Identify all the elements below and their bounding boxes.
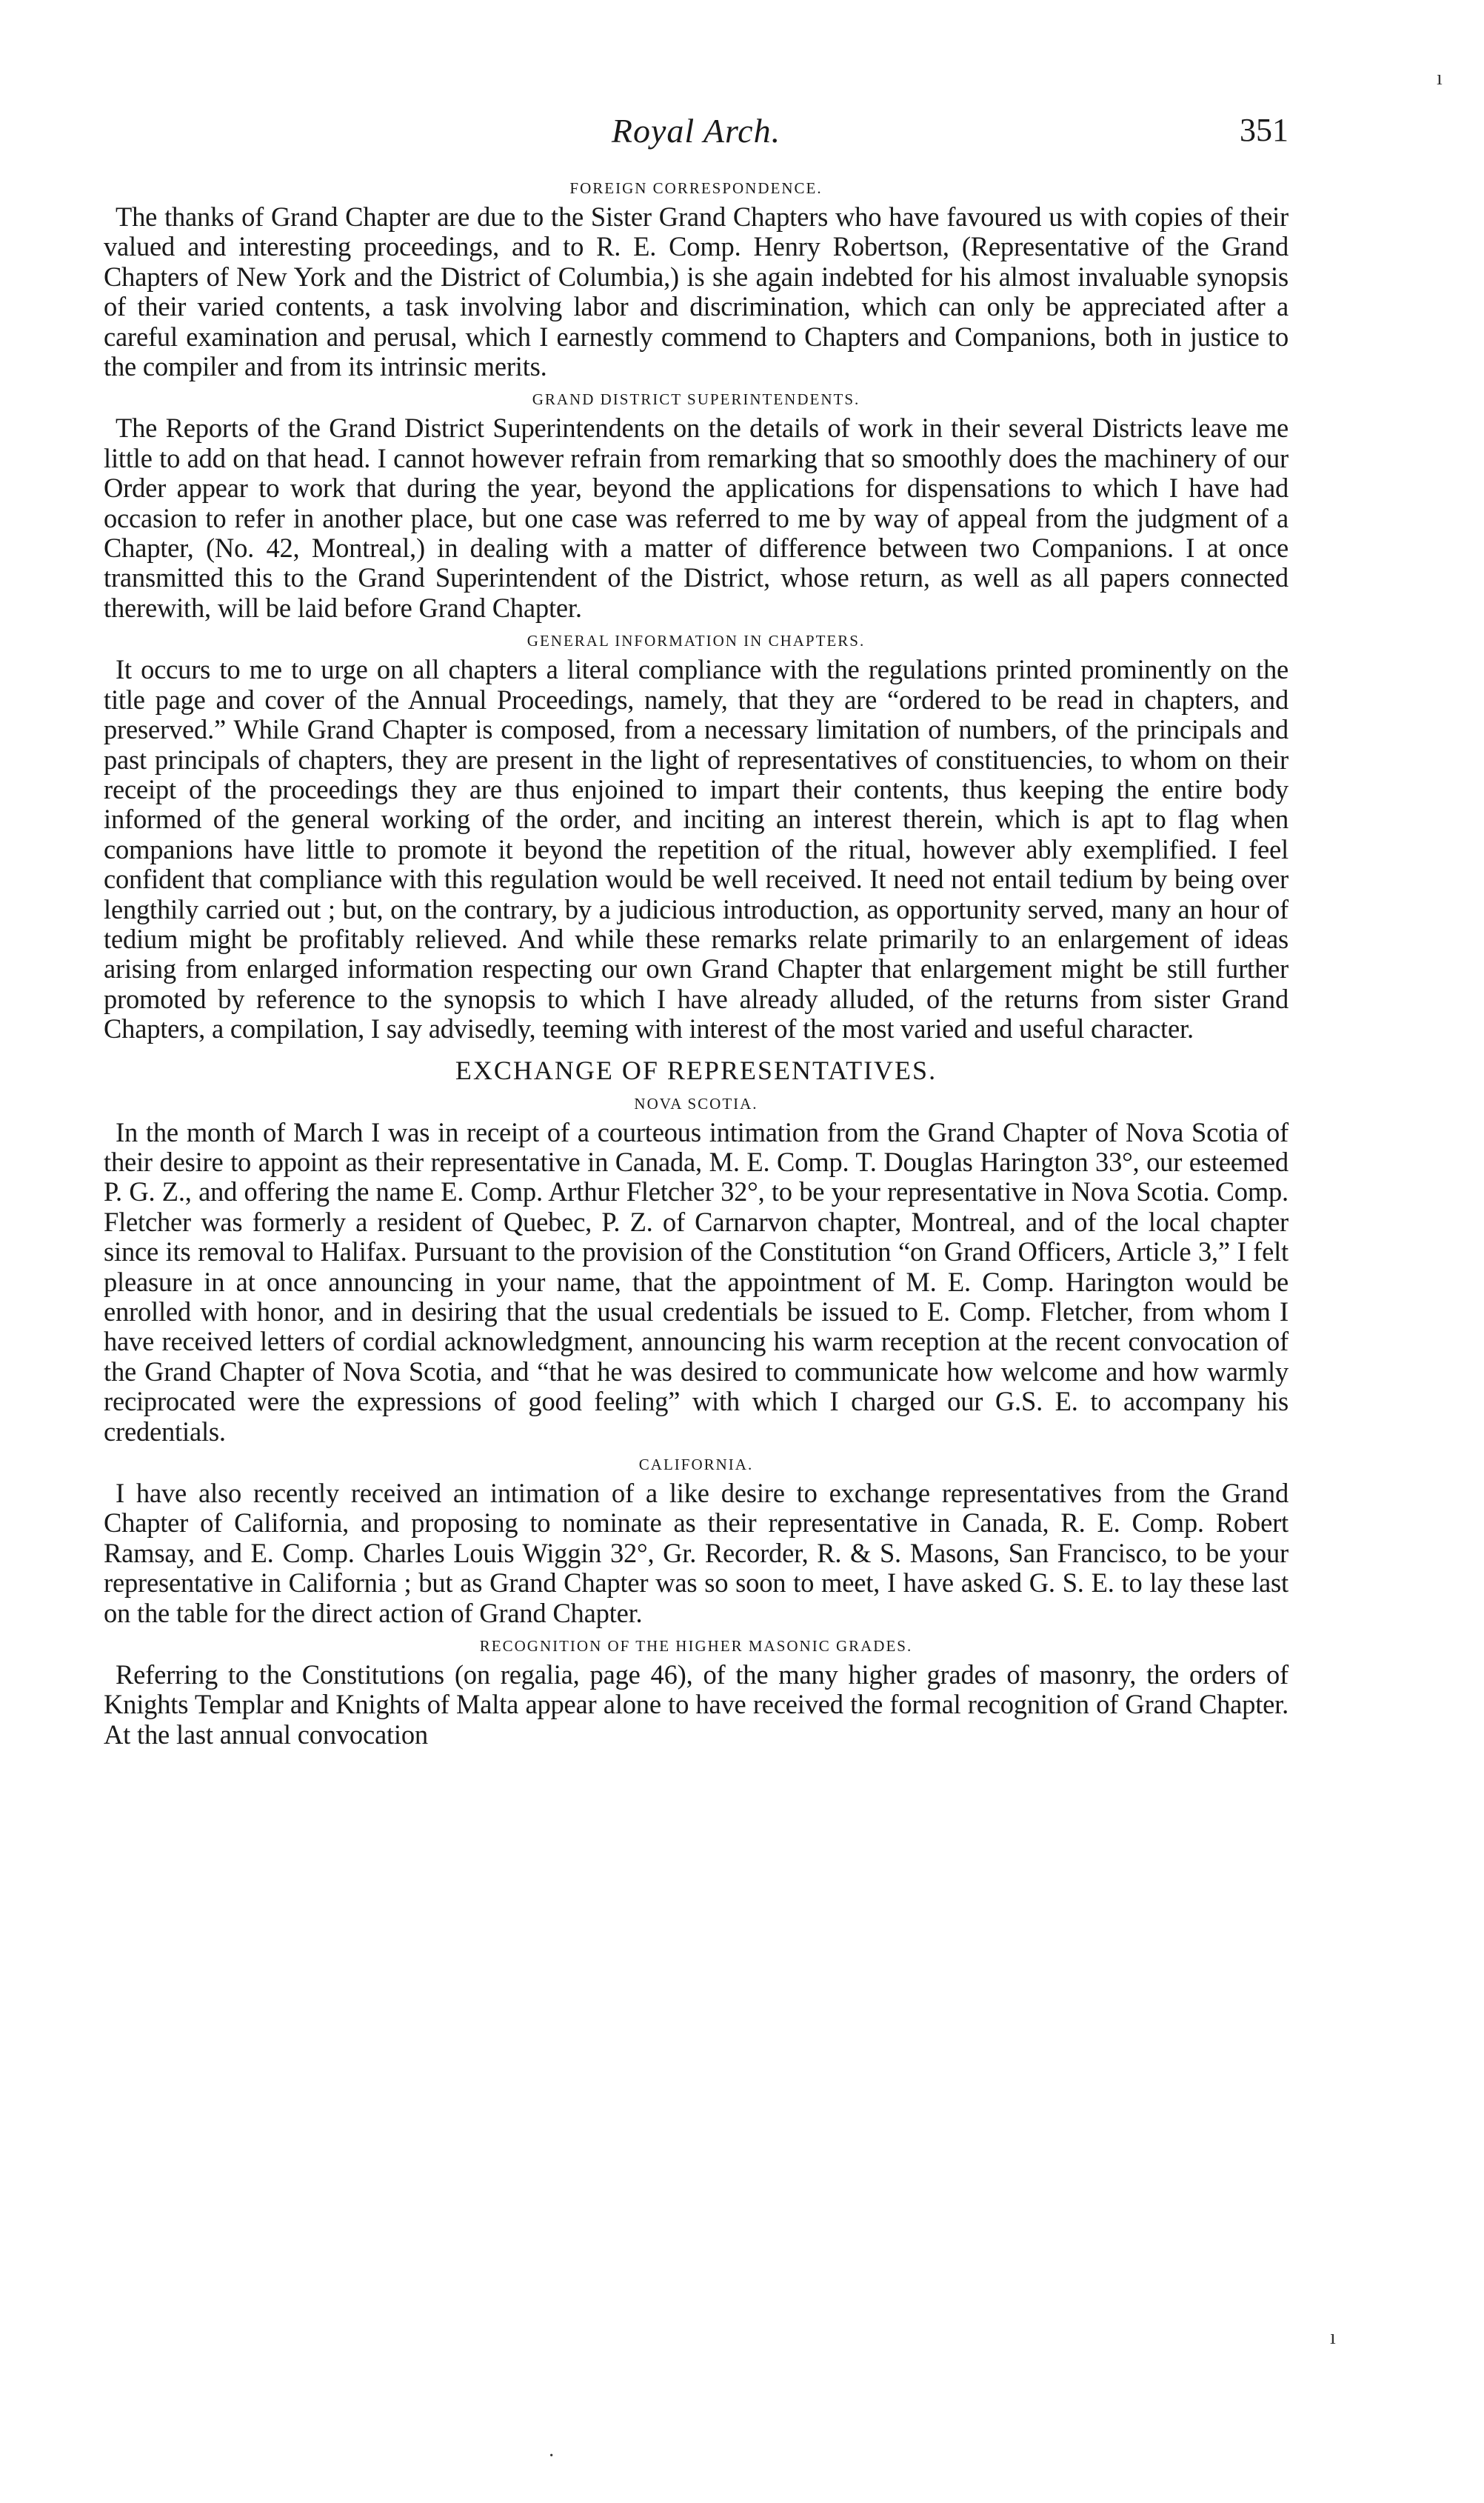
paragraph-grand-district-superintendents: The Reports of the Grand District Superintendents on the details of work in their several Districts leave me little to add on that head. I cannot however refrain from remarking that so smoothly does the machinery of our Order appear to work that during the year, beyond the applications for dispensations to which I have had occasion to refer in another place, but one case was referred to me by way of appeal from the judgment of a Chapter, (No. 42, Montreal,) in dealing with a matter of difference between two Companions. I at once transmitted this to the Grand Superintendent of the District, whose return, as well as all papers connected therewith, will be laid before Grand Chapter.	[104, 413, 1289, 623]
section-heading-general-information: GENERAL INFORMATION IN CHAPTERS.	[527, 632, 866, 650]
running-title: Royal Arch.	[611, 112, 781, 150]
running-header	[104, 111, 1289, 170]
subsection-heading-nova-scotia: NOVA SCOTIA.	[634, 1094, 758, 1113]
paragraph-california: I have also recently received an intimation of a like desire to exchange representatives from the Grand Chapter of California, and proposing to nominate as their representative in Canada, R. E. Comp. Robert Ramsay, and E. Comp. Charles Louis Wiggin 32°, Gr. Recorder, R. & S. Masons, San Francisco, to be your representative in California ; but as Grand Chapter was so soon to meet, I have asked G. S. E. to lay these last on the table for the direct action of Grand Chapter.	[104, 1478, 1289, 1628]
section-heading-recognition: RECOGNITION OF THE HIGHER MASONIC GRADES.	[479, 1637, 913, 1656]
subsection-heading-california: CALIFORNIA.	[638, 1456, 754, 1474]
paragraph-recognition: Referring to the Constitutions (on regalia, page 46), of the many higher grades of masonry, the orders of Knights Templar and Knights of Malta appear alone to have received the formal recognition of Grand Chapter. At the last annual convocation	[104, 1659, 1289, 1750]
paragraph-general-information: It occurs to me to urge on all chapters a literal compliance with the regulations printed prominently on the title page and cover of the Annual Proceedings, namely, that they are “ordered to be read in chapters, and preserved.” While Grand Chapter is composed, from a necessary limitation of numbers, of the principals and past principals of chapters, they are present in the light of representatives of constituencies, to whom on their receipt of the proceedings they are thus enjoined to impart their contents, thus keeping the entire body informed of the general working of the order, and inciting an interest therein, which is apt to flag when companions have little to promote it beyond the repetition of the ritual, however ably exemplified. I feel confident that compliance with this regulation would be well received. It need not entail tedium by being over lengthily carried out ; but, on the contrary, by a judicious introduction, as opportunity served, many an hour of tedium might be profitably relieved. And while these remarks relate primarily to an enlargement of ideas arising from enlarged information respecting our own Grand Chapter that enlargement might be still further promoted by reference to the synopsis to which I have already alluded, of the returns from sister Grand Chapters, a compilation, I say advisedly, teeming with interest of the most varied and useful character.	[104, 654, 1289, 1044]
scan-mark-top-right: ı	[1437, 67, 1443, 90]
paragraph-foreign-correspondence: The thanks of Grand Chapter are due to the Sister Grand Chapters who have favoured us with copies of their valued and interesting proceedings, and to R. E. Comp. Henry Robertson, (Representative of the Grand Chapters of New York and the District of Columbia,) is she again indebted for his almost invaluable synopsis of their varied contents, a task involving labor and discrimination, which can only be appreciated after a careful examination and perusal, which I earnestly commend to Chapters and Companions, both in justice to the compiler and from its intrinsic merits.	[104, 201, 1289, 382]
page-number: 351	[1240, 112, 1289, 148]
paragraph-nova-scotia: In the month of March I was in receipt of a courteous intimation from the Grand Chapter of Nova Scotia of their desire to appoint as their representative in Canada, M. E. Comp. T. Douglas Harington 33°, our esteemed P. G. Z., and offering the name E. Comp. Arthur Fletcher 32°, to be your representative in Nova Scotia. Comp. Fletcher was formerly a resident of Quebec, P. Z. of Carnarvon chapter, Montreal, and of the local chapter since its removal to Halifax. Pursuant to the provision of the Constitution “on Grand Officers, Article 3,” I felt pleasure in at once announcing in your name, that the appointment of M. E. Comp. Harington would be enrolled with honor, and in desiring that the usual credentials be issued to E. Comp. Fletcher, from whom I have received letters of cordial acknowledgment, announcing his warm reception at the recent convocation of the Grand Chapter of Nova Scotia, and “that he was desired to communicate how welcome and how warmly reciprocated were the expressions of good feeling” with which I charged our G.S. E. to accompany his credentials.	[104, 1116, 1289, 1447]
scan-mark-bottom-center: ·	[548, 2444, 555, 2467]
book-page	[104, 111, 1289, 1750]
section-heading-foreign-correspondence: FOREIGN CORRESPONDENCE.	[569, 179, 823, 197]
section-heading-grand-district-superintendents: GRAND DISTRICT SUPERINTENDENTS.	[532, 390, 860, 409]
major-heading-exchange-of-representatives: EXCHANGE OF REPRESENTATIVES.	[455, 1055, 937, 1085]
scan-mark-bottom-right: ı	[1330, 2326, 1336, 2349]
